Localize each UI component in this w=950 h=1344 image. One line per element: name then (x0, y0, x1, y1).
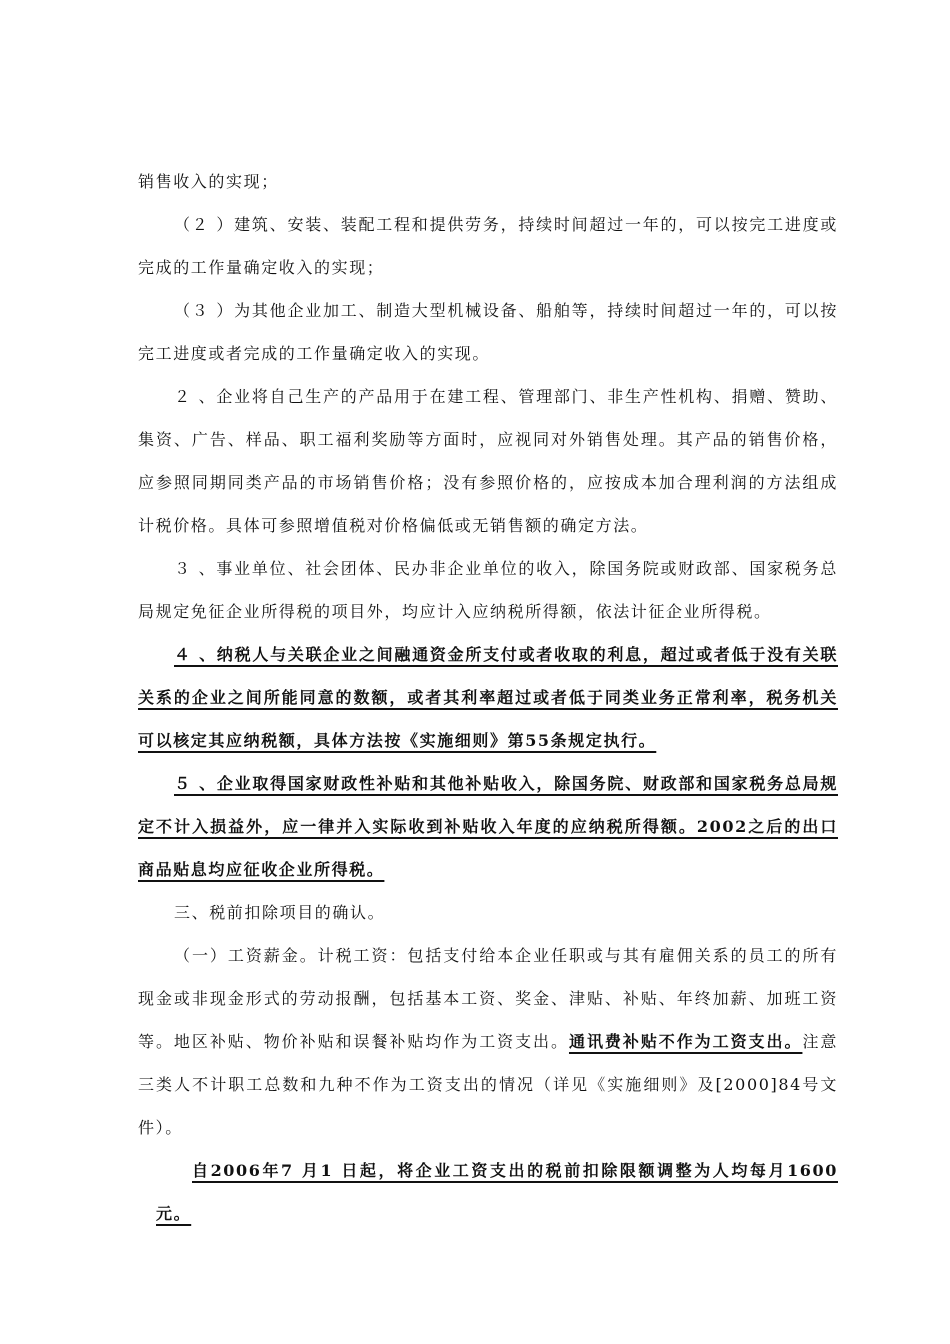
highlighted-text-communication-subsidy: 通讯费补贴不作为工资支出。 (568, 1032, 803, 1051)
paragraph-section-4 (138, 633, 838, 762)
paragraph-item-2: （２ ）建筑、安装、装配工程和提供劳务，持续时间超过一年的，可以按完工进度或完成的工作量确定收入的实现； (138, 215, 838, 277)
wages-text: （一）工资薪金。计税工资：包括支付给本企业任职或与其有雇佣关系的员工的所有现金或非现金形式的劳动报酬，包括基本工资、奖金、津贴、补贴、年终加薪、加班工资等。地区补贴、物价补贴和误餐补贴均作为工资支出。 (138, 946, 838, 1051)
highlighted-text-wage-limit: 自2006年7 月1 日起，将企业工资支出的税前扣除限额调整为人均每月1600元。 (156, 1161, 838, 1223)
paragraph-wage-limit (138, 1149, 838, 1235)
document-body (138, 160, 838, 1235)
paragraph-section-2: ２ 、企业将自己生产的产品用于在建工程、管理部门、非生产性机构、捐赠、赞助、集资、广告、样品、职工福利奖励等方面时，应视同对外销售处理。其产品的销售价格，应参照同期同类产品的市场销售价格；没有参照价格的，应按成本加合理利润的方法组成计税价格。具体可参照增值税对价格偏低或无销售额的确定方法。 (138, 387, 838, 535)
paragraph-section-3: ３ 、事业单位、社会团体、民办非企业单位的收入，除国务院或财政部、国家税务总局规定免征企业所得税的项目外，均应计入应纳税所得额，依法计征企业所得税。 (138, 559, 838, 621)
paragraph-section-5 (138, 762, 838, 891)
highlighted-text-section-5: ５ 、企业取得国家财政性补贴和其他补贴收入，除国务院、财政部和国家税务总局规定不计入损益外，应一律并入实际收到补贴收入年度的应纳税所得额。2002之后的出口商品贴息均应征收企业所得税。 (138, 774, 838, 879)
wages-note-text: 注意三类人不计职工总数和九种不作为工资支出的情况（详见《实施细则》及[2000]84号文件）。 (138, 1032, 838, 1137)
paragraph-sales-income: 销售收入的实现； (138, 172, 279, 191)
paragraph-wages (138, 934, 838, 1149)
paragraph-item-3: （３ ）为其他企业加工、制造大型机械设备、船舶等，持续时间超过一年的，可以按完工进度或者完成的工作量确定收入的实现。 (138, 301, 838, 363)
highlighted-text-section-4: ４ 、纳税人与关联企业之间融通资金所支付或者收取的利息，超过或者低于没有关联关系的企业之间所能同意的数额，或者其利率超过或者低于同类业务正常利率，税务机关可以核定其应纳税额，具体方法按《实施细则》第55条规定执行。 (138, 645, 838, 750)
section-heading-deductions: 三、税前扣除项目的确认。 (174, 903, 386, 922)
